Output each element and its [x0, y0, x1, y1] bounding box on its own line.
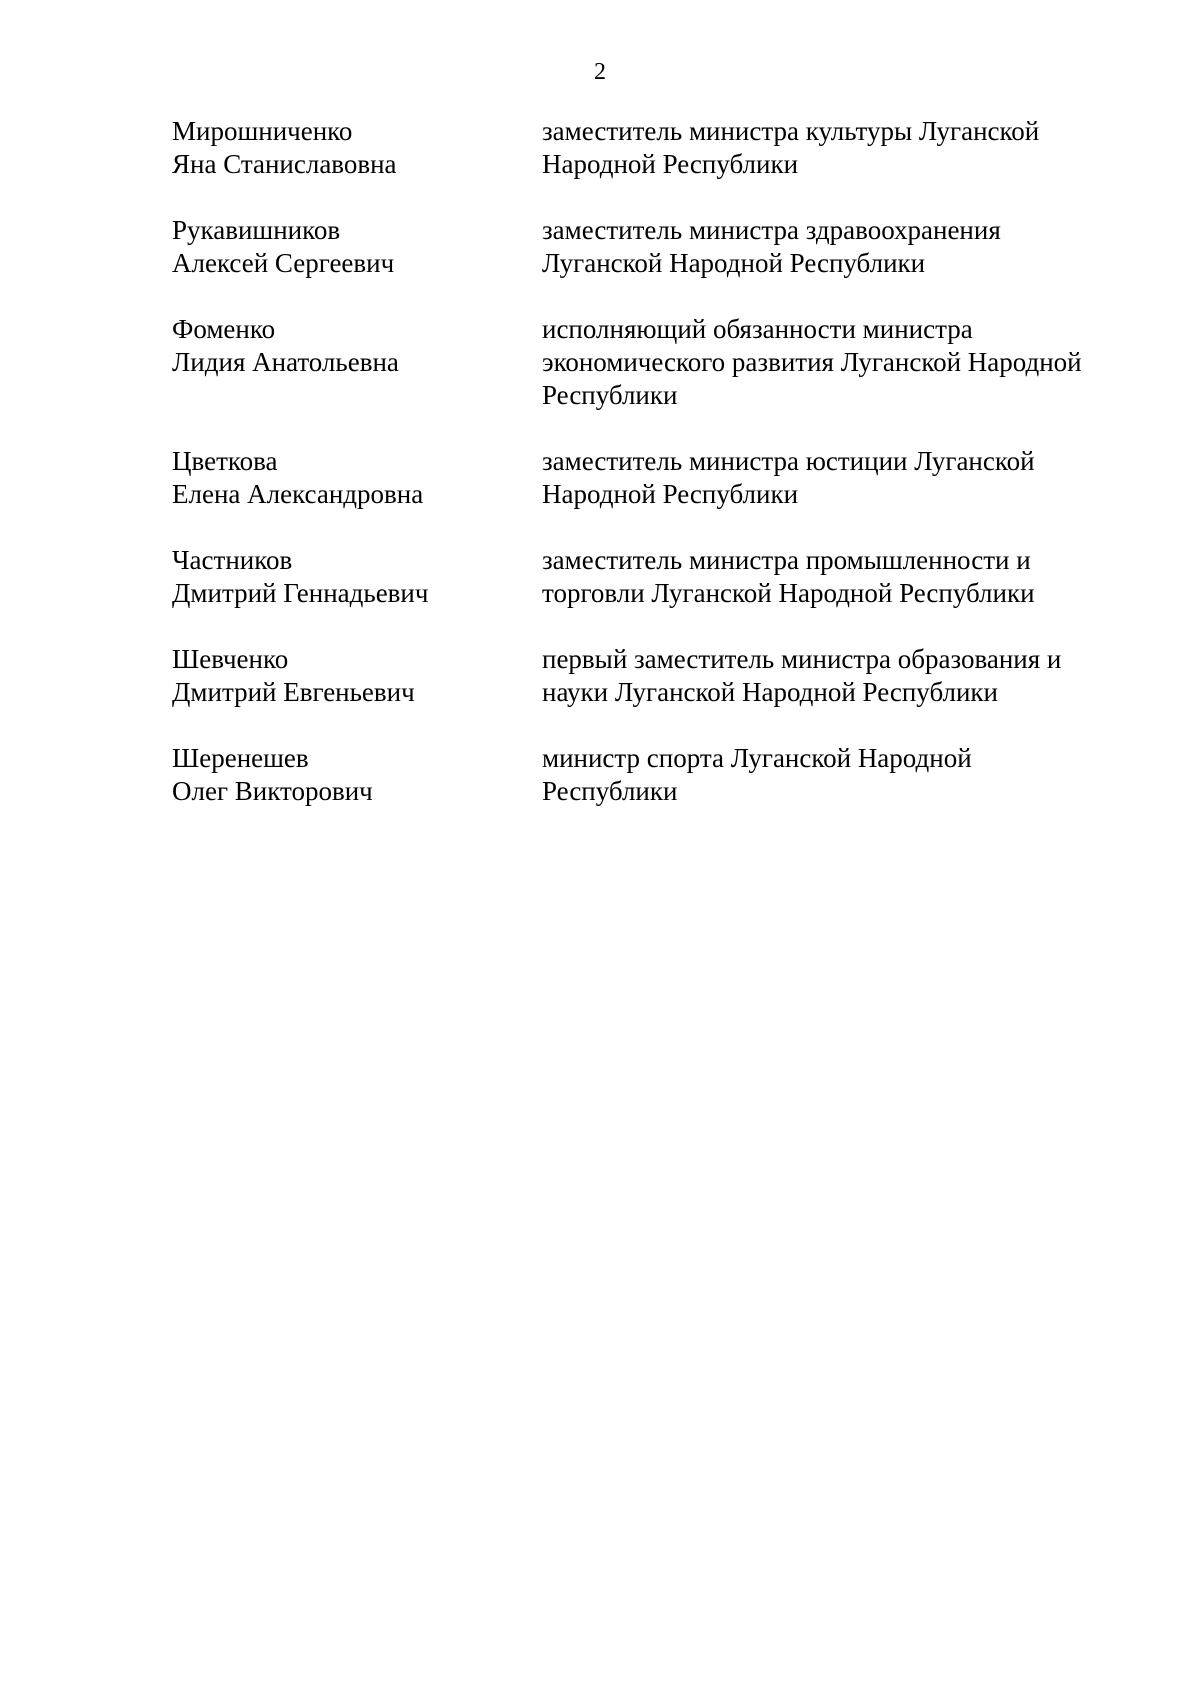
- member-position: [542, 643, 1122, 709]
- member-list: [172, 115, 1122, 841]
- member-position: [542, 445, 1122, 511]
- member-surname: Фоменко: [172, 314, 276, 344]
- member-given-names: Лидия Анатольевна: [172, 347, 399, 377]
- member-given-names: Яна Станиславовна: [172, 149, 397, 179]
- member-given-names: Елена Александровна: [172, 479, 424, 509]
- member-surname: Рукавишников: [172, 215, 341, 245]
- position-line: заместитель министра промышленности и: [542, 545, 1031, 575]
- member-entry: [172, 115, 1122, 181]
- member-given-names: Дмитрий Евгеньевич: [172, 677, 415, 707]
- member-name: [172, 643, 542, 709]
- position-line: заместитель министра юстиции Луганской: [542, 446, 1035, 476]
- position-line: Республики: [542, 776, 678, 806]
- member-entry: [172, 643, 1122, 709]
- member-name: [172, 115, 542, 181]
- member-given-names: Алексей Сергеевич: [172, 248, 395, 278]
- position-line: первый заместитель министра образования и: [542, 644, 1062, 674]
- position-line: Народной Республики: [542, 149, 799, 179]
- member-position: [542, 313, 1122, 412]
- position-line: заместитель министра культуры Луганской: [542, 116, 1040, 146]
- member-position: [542, 544, 1122, 610]
- member-entry: [172, 313, 1122, 412]
- member-position: [542, 742, 1122, 808]
- member-surname: Цветкова: [172, 446, 278, 476]
- member-name: [172, 742, 542, 808]
- member-position: [542, 115, 1122, 181]
- position-line: заместитель министра здравоохранения: [542, 215, 1001, 245]
- member-given-names: Дмитрий Геннадьевич: [172, 578, 429, 608]
- page-number: 2: [594, 59, 606, 85]
- position-line: науки Луганской Народной Республики: [542, 677, 998, 707]
- position-line: исполняющий обязанности министра: [542, 314, 973, 344]
- member-entry: [172, 445, 1122, 511]
- member-surname: Шеренешев: [172, 743, 309, 773]
- member-entry: [172, 742, 1122, 808]
- position-line: экономического развития Луганской Народной: [542, 347, 1082, 377]
- position-line: Республики: [542, 380, 678, 410]
- member-name: [172, 214, 542, 280]
- member-position: [542, 214, 1122, 280]
- position-line: торговли Луганской Народной Республики: [542, 578, 1035, 608]
- position-line: Луганской Народной Республики: [542, 248, 926, 278]
- member-name: [172, 445, 542, 511]
- position-line: Народной Республики: [542, 479, 799, 509]
- member-surname: Мирошниченко: [172, 116, 353, 146]
- member-name: [172, 313, 542, 412]
- member-surname: Частников: [172, 545, 293, 575]
- member-name: [172, 544, 542, 610]
- position-line: министр спорта Луганской Народной: [542, 743, 972, 773]
- member-entry: [172, 544, 1122, 610]
- member-entry: [172, 214, 1122, 280]
- member-surname: Шевченко: [172, 644, 289, 674]
- member-given-names: Олег Викторович: [172, 776, 373, 806]
